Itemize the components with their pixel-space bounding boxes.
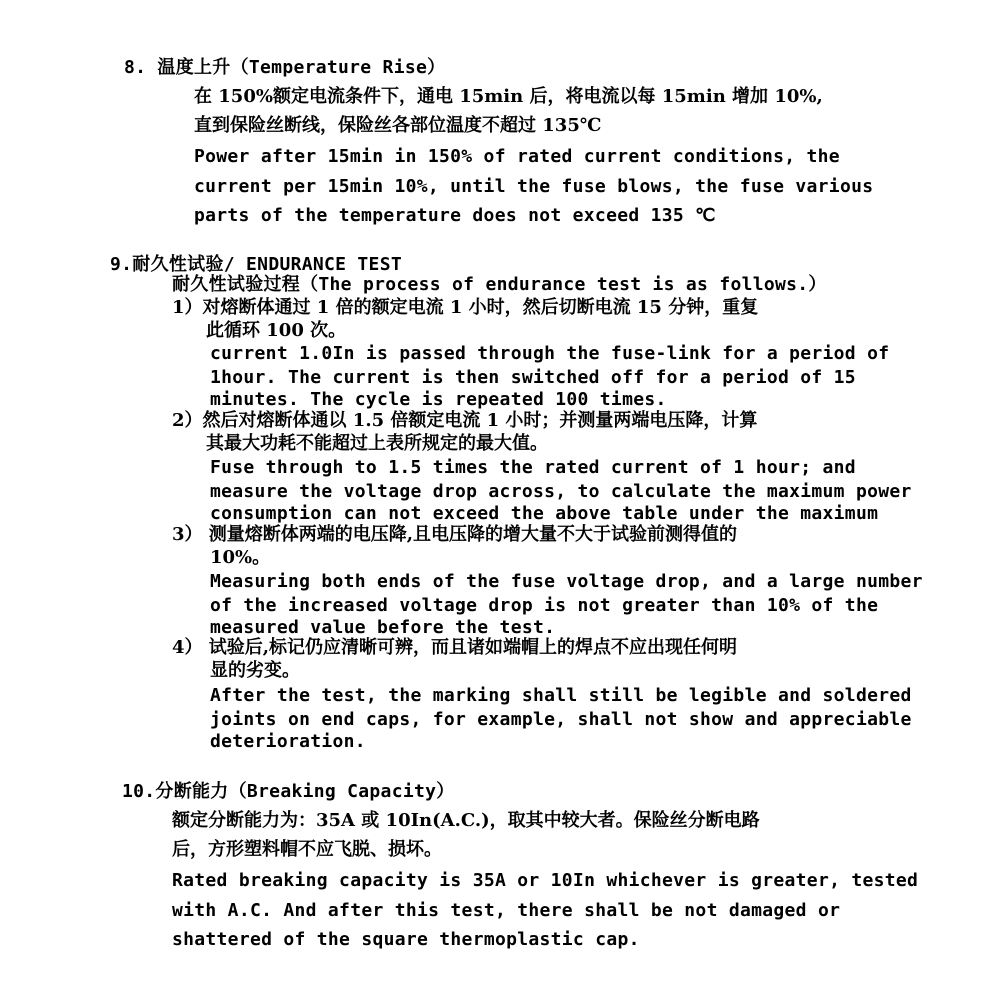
item-2-cn-line-2: 其最大功耗不能超过上表所规定的最大值。 xyxy=(206,433,548,454)
section-10-cn-line-2: 后，方形塑料帽不应飞脱、损坏。 xyxy=(172,839,442,860)
section-8-cn-line-1: 在 150%额定电流条件下，通电 15min 后，将电流以每 15min 增加 10%, xyxy=(194,86,823,107)
section-8-en-line-2: current per 15min 10%, until the fuse blows, the fuse various xyxy=(194,176,874,197)
item-3-en-line-2: of the increased voltage drop is not greater than 10% of the xyxy=(210,595,879,616)
section-8-en-line-1: Power after 15min in 150% of rated current conditions, the xyxy=(194,146,840,167)
item-4-en-line-2: joints on end caps, for example, shall not show and appreciable xyxy=(210,709,912,730)
item-2-cn-line-1: 2）然后对熔断体通以 1.5 倍额定电流 1 小时；并测量两端电压降，计算 xyxy=(172,410,758,431)
item-4-cn-line-2: 显的劣变。 xyxy=(210,660,300,681)
section-8-cn-line-2: 直到保险丝断线，保险丝各部位温度不超过 135℃ xyxy=(194,115,602,136)
item-3-en-line-1: Measuring both ends of the fuse voltage drop, and a large number xyxy=(210,571,923,592)
item-3-cn-line-2: 10%。 xyxy=(210,547,271,568)
item-2-en-line-1: Fuse through to 1.5 times the rated current of 1 hour; and xyxy=(210,457,856,478)
section-10-title: 10.分断能力（Breaking Capacity） xyxy=(122,781,455,802)
section-8-en-line-3: parts of the temperature does not exceed 135 ℃ xyxy=(194,205,716,226)
section-10-en-line-2: with A.C. And after this test, there shall be not damaged or xyxy=(172,900,841,921)
item-4-en-line-3: deterioration. xyxy=(210,731,366,752)
item-3-en-line-3: measured value before the test. xyxy=(210,617,556,638)
item-4-en-line-1: After the test, the marking shall still be legible and soldered xyxy=(210,685,912,706)
section-8-title: 8. 温度上升（Temperature Rise） xyxy=(124,57,446,78)
item-3-cn-line-1: 3） 测量熔断体两端的电压降,且电压降的增大量不大于试验前测得值的 xyxy=(172,524,738,545)
item-1-cn-line-1: 1）对熔断体通过 1 倍的额定电流 1 小时，然后切断电流 15 分钟，重复 xyxy=(172,297,759,318)
item-1-cn-line-2: 此循环 100 次。 xyxy=(206,320,347,341)
section-9-intro: 耐久性试验过程（The process of endurance test is as follows.） xyxy=(172,274,827,295)
item-1-en-line-2: 1hour. The current is then switched off for a period of 15 xyxy=(210,367,856,388)
item-4-cn-line-1: 4） 试验后,标记仍应清晰可辨，而且诸如端帽上的焊点不应出现任何明 xyxy=(172,637,738,658)
section-9-title: 9.耐久性试验/ ENDURANCE TEST xyxy=(110,254,402,275)
item-2-en-line-2: measure the voltage drop across, to calculate the maximum power xyxy=(210,481,912,502)
item-1-en-line-3: minutes. The cycle is repeated 100 times. xyxy=(210,389,667,410)
section-10-cn-line-1: 额定分断能力为：35A 或 10In(A.C.)，取其中较大者。保险丝分断电路 xyxy=(172,810,760,831)
item-2-en-line-3: consumption can not exceed the above table under the maximum xyxy=(210,503,879,524)
section-10-en-line-3: shattered of the square thermoplastic cap. xyxy=(172,929,640,950)
item-1-en-line-1: current 1.0In is passed through the fuse-link for a period of xyxy=(210,343,890,364)
section-10-en-line-1: Rated breaking capacity is 35A or 10In whichever is greater, tested xyxy=(172,870,919,891)
